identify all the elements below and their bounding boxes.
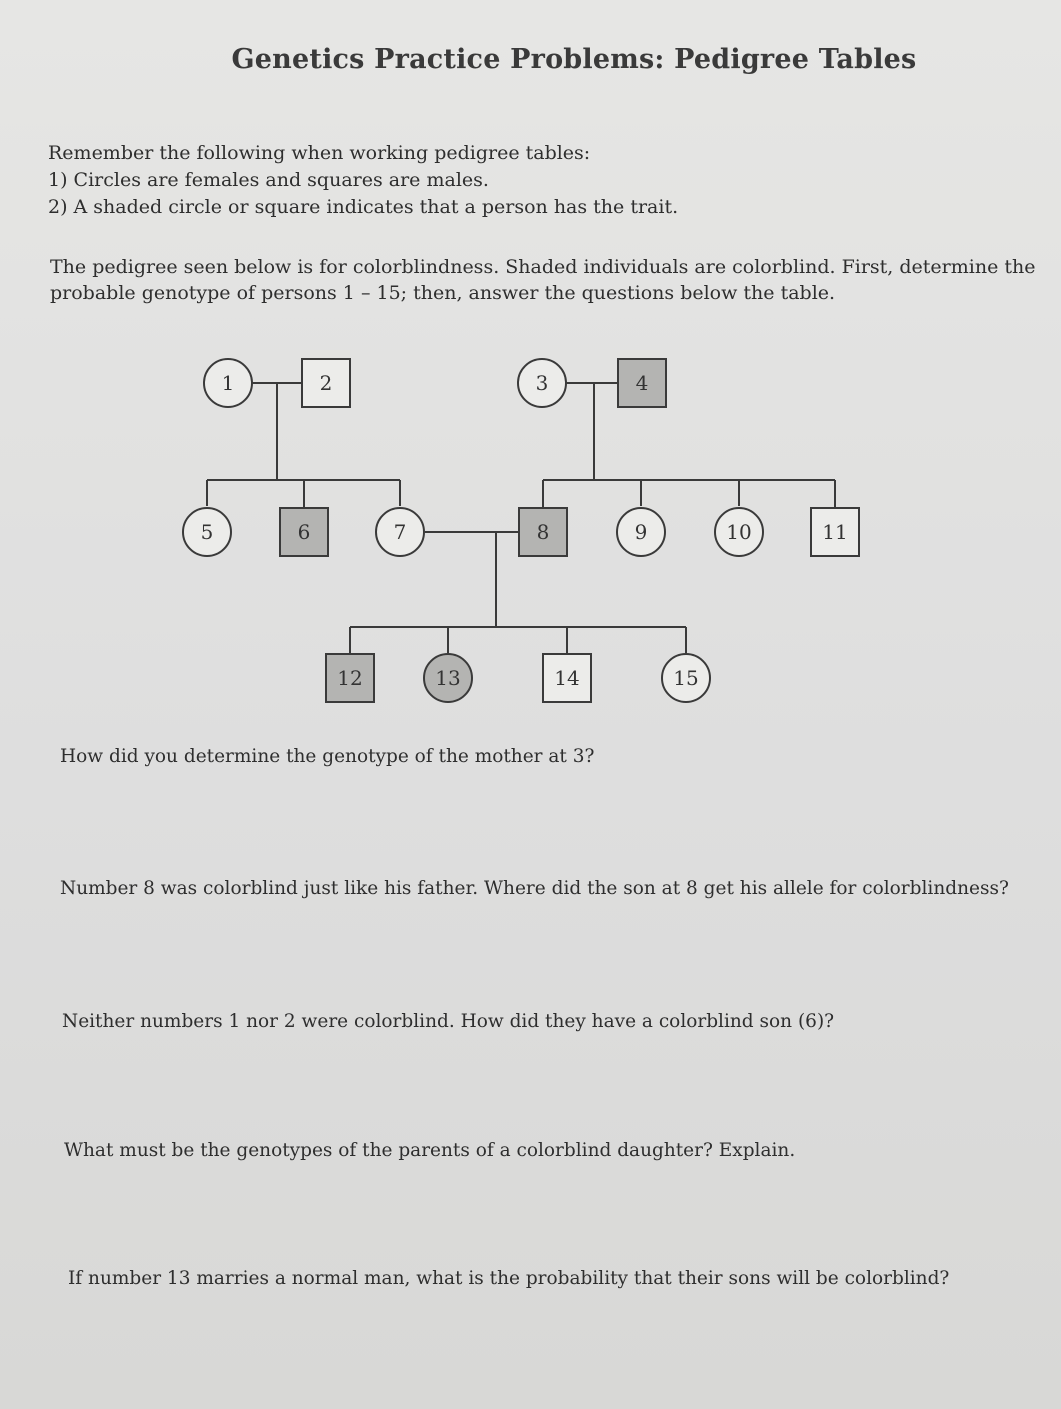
- question-3: Neither numbers 1 nor 2 were colorblind. How did they have a colorblind son (6)?: [62, 1011, 835, 1032]
- person-12: [326, 654, 374, 702]
- person-5: [183, 508, 231, 556]
- instructions: [48, 140, 678, 221]
- person-label-6: 6: [297, 520, 311, 544]
- person-label-8: 8: [536, 520, 550, 544]
- person-14: [543, 654, 591, 702]
- person-label-7: 7: [393, 520, 407, 544]
- person-label-13: 13: [435, 666, 461, 690]
- person-label-4: 4: [635, 371, 649, 395]
- person-label-10: 10: [726, 520, 752, 544]
- question-2: Number 8 was colorblind just like his father. Where did the son at 8 get his allele for colorblindness?: [60, 878, 1009, 899]
- person-4: [618, 359, 666, 407]
- person-label-11: 11: [822, 520, 848, 544]
- instructions-rule-2: 2) A shaded circle or square indicates that a person has the trait.: [48, 196, 679, 218]
- person-label-9: 9: [634, 520, 648, 544]
- question-1: How did you determine the genotype of the mother at 3?: [60, 746, 595, 767]
- pedigree-chart: [0, 340, 1061, 720]
- person-7: [376, 508, 424, 556]
- task-line-1: The pedigree seen below is for colorblindness. Shaded individuals are colorblind. First, determine the: [50, 256, 1036, 278]
- person-9: [617, 508, 665, 556]
- page-title: Genetics Practice Problems: Pedigree Tables: [231, 44, 917, 75]
- person-label-2: 2: [319, 371, 333, 395]
- person-label-12: 12: [337, 666, 363, 690]
- person-label-14: 14: [554, 666, 580, 690]
- instructions-lead: Remember the following when working pedigree tables:: [48, 142, 591, 164]
- task-line-2: probable genotype of persons 1 – 15; then, answer the questions below the table.: [50, 282, 836, 304]
- person-10: [715, 508, 763, 556]
- person-2: [302, 359, 350, 407]
- person-label-1: 1: [221, 371, 235, 395]
- person-1: [204, 359, 252, 407]
- instructions-rule-1: 1) Circles are females and squares are males.: [48, 169, 489, 191]
- person-label-15: 15: [673, 666, 699, 690]
- person-label-5: 5: [200, 520, 214, 544]
- person-3: [518, 359, 566, 407]
- person-6: [280, 508, 328, 556]
- person-15: [662, 654, 710, 702]
- person-label-3: 3: [535, 371, 549, 395]
- question-5: If number 13 marries a normal man, what is the probability that their sons will be colorblind?: [68, 1268, 950, 1289]
- person-11: [811, 508, 859, 556]
- task-description: [50, 254, 1060, 306]
- person-8: [519, 508, 567, 556]
- person-13: [424, 654, 472, 702]
- question-4: What must be the genotypes of the parents of a colorblind daughter? Explain.: [64, 1140, 796, 1161]
